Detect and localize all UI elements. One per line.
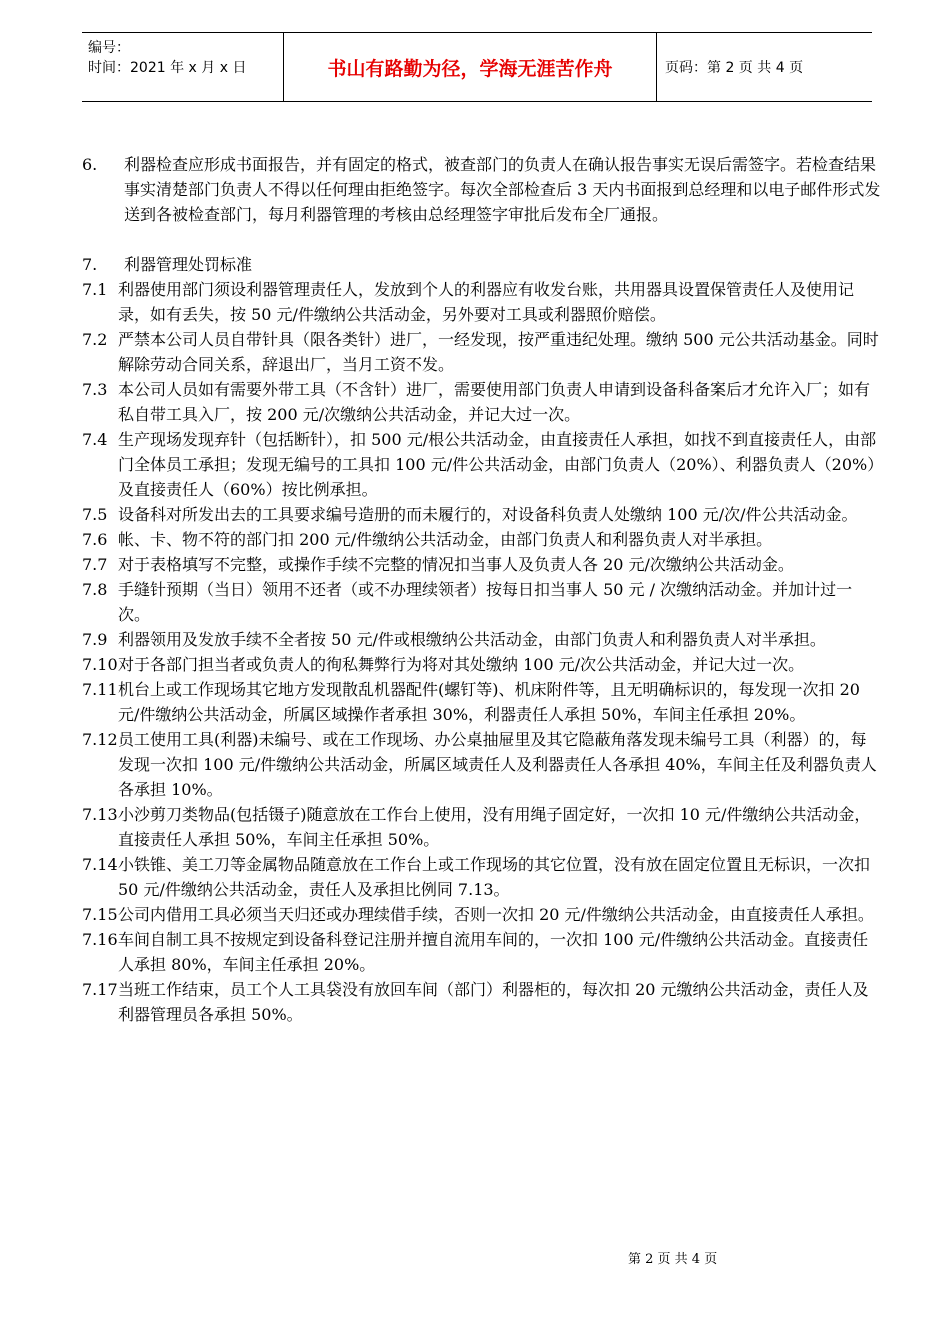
page-header (82, 32, 872, 102)
clause-number: 7.2 (82, 330, 108, 349)
clause-text: 对于表格填写不完整，或操作手续不完整的情况扣当事人及负责人各 20 元/次缴纳公共活动金。 (118, 555, 794, 574)
clause-number: 7.13 (82, 805, 118, 824)
clause-item (82, 852, 882, 902)
clause-number: 7.8 (82, 580, 108, 599)
section-6 (82, 152, 882, 227)
section-7 (82, 252, 882, 277)
clause-text: 小铁锥、美工刀等金属物品随意放在工作台上或工作现场的其它位置，没有放在固定位置且无标识，一次扣 50 元/件缴纳公共活动金，责任人及承担比例同 7.13。 (118, 855, 871, 899)
section-number: 7. (82, 255, 98, 274)
clause-item (82, 927, 882, 977)
number-label: 编号： (88, 40, 130, 56)
clause-item (82, 427, 882, 502)
clause-number: 7.12 (82, 730, 118, 749)
clause-item (82, 802, 882, 852)
clause-number: 7.11 (82, 680, 118, 699)
header-info (82, 33, 284, 101)
clause-number: 7.7 (82, 555, 108, 574)
clause-number: 7.6 (82, 530, 108, 549)
clause-text: 设备科对所发出去的工具要求编号造册的而未履行的，对设备科负责人处缴纳 100 元/次/件公共活动金。 (118, 505, 858, 524)
clause-text: 生产现场发现弃针（包括断针），扣 500 元/根公共活动金，由直接责任人承担，如找不到直接责任人，由部门全体员工承担；发现无编号的工具扣 100 元/件公共活动金，由部门负责人（20%）、利器负责人（20%）及直接责任人（60%）按比例承担。 (118, 430, 877, 499)
page-label: 页码：第 2 页 共 4 页 (665, 60, 804, 76)
clause-item (82, 902, 882, 927)
clause-number: 7.9 (82, 630, 108, 649)
section-number: 6. (82, 155, 98, 174)
clause-number: 7.17 (82, 980, 118, 999)
clause-number: 7.5 (82, 505, 108, 524)
clause-number: 7.14 (82, 855, 118, 874)
clause-item (82, 677, 882, 727)
clause-item (82, 377, 882, 427)
clause-number: 7.1 (82, 280, 108, 299)
clause-item (82, 552, 882, 577)
clause-item (82, 577, 882, 627)
clause-item (82, 652, 882, 677)
clause-text: 对于各部门担当者或负责人的徇私舞弊行为将对其处缴纳 100 元/次公共活动金，并记大过一次。 (118, 655, 805, 674)
clause-number: 7.3 (82, 380, 108, 399)
clause-text: 车间自制工具不按规定到设备科登记注册并擅自流用车间的，一次扣 100 元/件缴纳公共活动金。直接责任人承担 80%，车间主任承担 20%。 (118, 930, 869, 974)
clause-item (82, 727, 882, 802)
clause-text: 小沙剪刀类物品(包括镊子)随意放在工作台上使用，没有用绳子固定好，一次扣 10 元/件缴纳公共活动金，直接责任人承担 50%，车间主任承担 50%。 (118, 805, 871, 849)
clause-item (82, 627, 882, 652)
footer-page-number: 第 2 页 共 4 页 (628, 1252, 718, 1267)
clause-text: 机台上或工作现场其它地方发现散乱机器配件(螺钉等)、机床附件等，且无明确标识的，每发现一次扣 20 元/件缴纳公共活动金，所属区域操作者承担 30%，利器责任人承担 50%，车间主任承担 20%。 (118, 680, 860, 724)
clause-item (82, 502, 882, 527)
clause-item (82, 327, 882, 377)
clause-text: 本公司人员如有需要外带工具（不含针）进厂，需要使用部门负责人申请到设备科备案后才允许入厂；如有私自带工具入厂，按 200 元/次缴纳公共活动金，并记大过一次。 (118, 380, 871, 424)
clause-text: 帐、卡、物不符的部门扣 200 元/件缴纳公共活动金，由部门负责人和利器负责人对半承担。 (118, 530, 773, 549)
clause-item (82, 527, 882, 552)
section-title: 利器管理处罚标准 (124, 255, 253, 274)
clause-text: 严禁本公司人员自带针具（限各类针）进厂，一经发现，按严重违纪处理。缴纳 500 元公共活动基金。同时解除劳动合同关系，辞退出厂，当月工资不发。 (118, 330, 879, 374)
document-body (82, 152, 882, 1027)
clause-text: 员工使用工具(利器)未编号、或在工作现场、办公桌抽屉里及其它隐蔽角落发现未编号工具（利器）的，每发现一次扣 100 元/件缴纳公共活动金，所属区域责任人及利器责任人各承担 40%，车间主任及利器负责人各承担 10%。 (118, 730, 877, 799)
clause-text: 当班工作结束，员工个人工具袋没有放回车间（部门）利器柜的，每次扣 20 元缴纳公共活动金，责任人及利器管理员各承担 50%。 (118, 980, 869, 1024)
clause-item (82, 977, 882, 1027)
clause-text: 利器领用及发放手续不全者按 50 元/件或根缴纳公共活动金，由部门负责人和利器负责人对半承担。 (118, 630, 826, 649)
clause-number: 7.15 (82, 905, 118, 924)
clause-text: 手缝针预期（当日）领用不还者（或不办理续领者）按每日扣当事人 50 元 / 次缴纳活动金。并加计过一次。 (118, 580, 853, 624)
clause-item (82, 277, 882, 327)
clause-number: 7.16 (82, 930, 118, 949)
clause-number: 7.10 (82, 655, 118, 674)
clause-number: 7.4 (82, 430, 108, 449)
motto: 书山有路勤为径，学海无涯苦作舟 (284, 33, 657, 101)
section-text: 利器检查应形成书面报告，并有固定的格式，被查部门的负责人在确认报告事实无误后需签字。若检查结果事实清楚部门负责人不得以任何理由拒绝签字。每次全部检查后 3 天内书面报到总经理和以电子邮件形式发送到各被检查部门，每月利器管理的考核由总经理签字审批后发布全厂通报。 (124, 155, 881, 224)
clause-text: 利器使用部门须设利器管理责任人，发放到个人的利器应有收发台账，共用器具设置保管责任人及使用记录，如有丢失，按 50 元/件缴纳公共活动金，另外要对工具或利器照价赔偿。 (118, 280, 855, 324)
time-label: 时间：2021 年 x 月 x 日 (88, 60, 247, 76)
clause-text: 公司内借用工具必须当天归还或办理续借手续，否则一次扣 20 元/件缴纳公共活动金，由直接责任人承担。 (118, 905, 874, 924)
